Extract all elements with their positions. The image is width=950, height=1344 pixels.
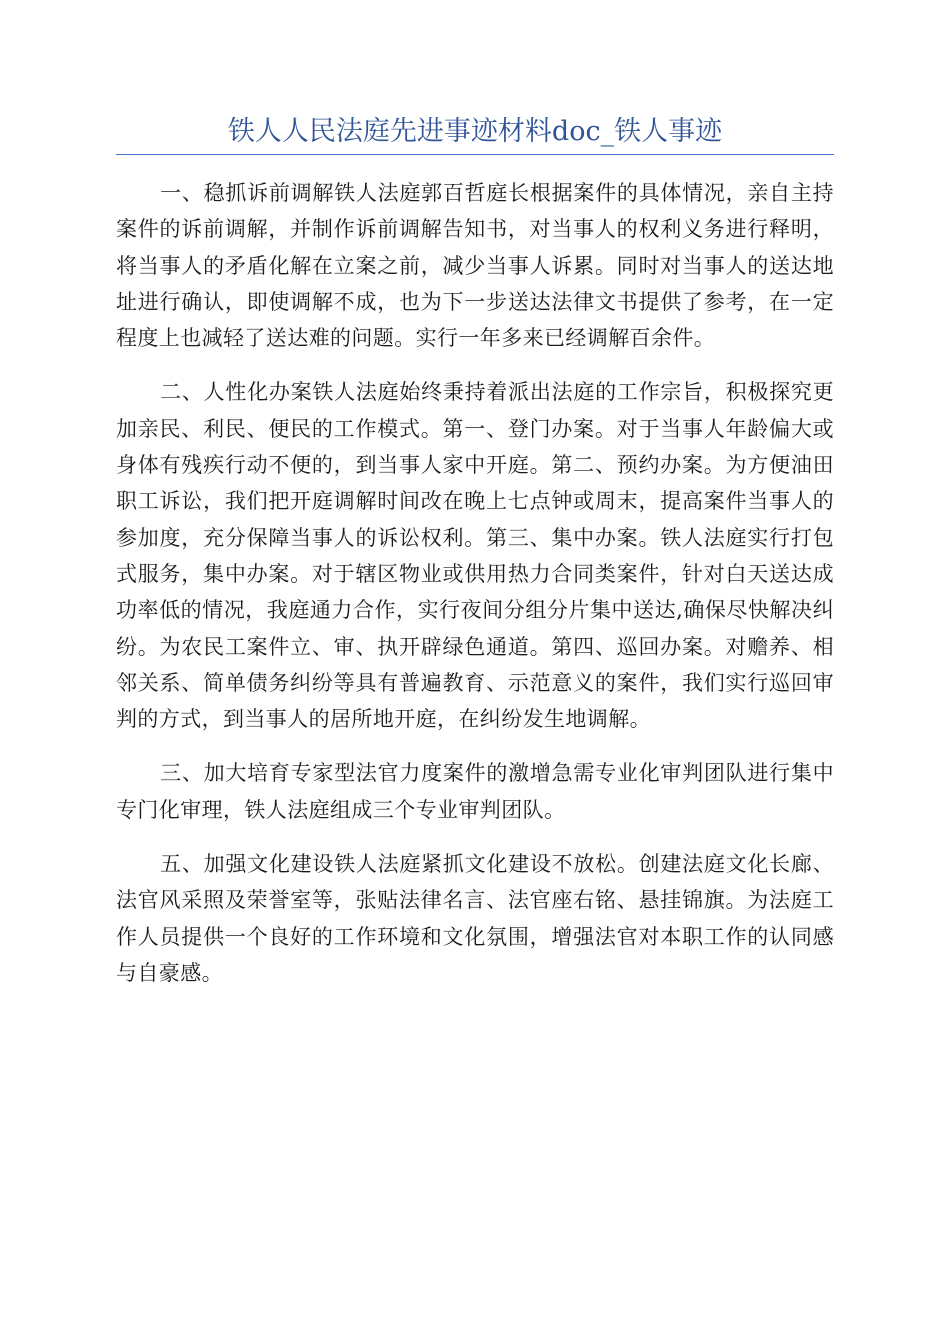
document-title: 铁人人民法庭先进事迹材料doc_铁人事迹 bbox=[227, 116, 723, 147]
paragraph-humanized-case-handling: 二、人性化办案铁人法庭始终秉持着派出法庭的工作宗旨，积极探究更加亲民、利民、便民的工作模式。第一、登门办案。对于当事人年龄偏大或身体有残疾行动不便的，到当事人家中开庭。第二、预约办案。为方便油田职工诉讼，我们把开庭调解时间改在晚上七点钟或周末，提高案件当事人的参加度，充分保障当事人的诉讼权利。第三、集中办案。铁人法庭实行打包式服务，集中办案。对于辖区物业或供用热力合同类案件，针对白天送达成功率低的情况，我庭通力合作，实行夜间分组分片集中送达,确保尽快解决纠纷。为农民工案件立、审、执开辟绿色通道。第四、巡回办案。对赡养、相邻关系、简单债务纠纷等具有普遍教育、示范意义的案件，我们实行巡回审判的方式，到当事人的居所地开庭，在纠纷发生地调解。 bbox=[116, 380, 834, 732]
title-underline-rule bbox=[116, 154, 834, 155]
paragraph-cultural-construction: 五、加强文化建设铁人法庭紧抓文化建设不放松。创建法庭文化长廊、法官风采照及荣誉室等，张贴法律名言、法官座右铭、悬挂锦旗。为法庭工作人员提供一个良好的工作环境和文化氛围，增强法官对本职工作的认同感与自豪感。 bbox=[116, 852, 834, 985]
paragraph-expert-judge-training: 三、加大培育专家型法官力度案件的激增急需专业化审判团队进行集中专门化审理，铁人法庭组成三个专业审判团队。 bbox=[116, 761, 834, 822]
paragraph-pre-litigation-mediation: 一、稳抓诉前调解铁人法庭郭百哲庭长根据案件的具体情况，亲自主持案件的诉前调解，并制作诉前调解告知书，对当事人的权利义务进行释明，将当事人的矛盾化解在立案之前，减少当事人诉累。同时对当事人的送达地址进行确认，即使调解不成，也为下一步送达法律文书提供了参考，在一定程度上也减轻了送达难的问题。实行一年多来已经调解百余件。 bbox=[116, 181, 834, 351]
document-body bbox=[116, 175, 834, 1009]
